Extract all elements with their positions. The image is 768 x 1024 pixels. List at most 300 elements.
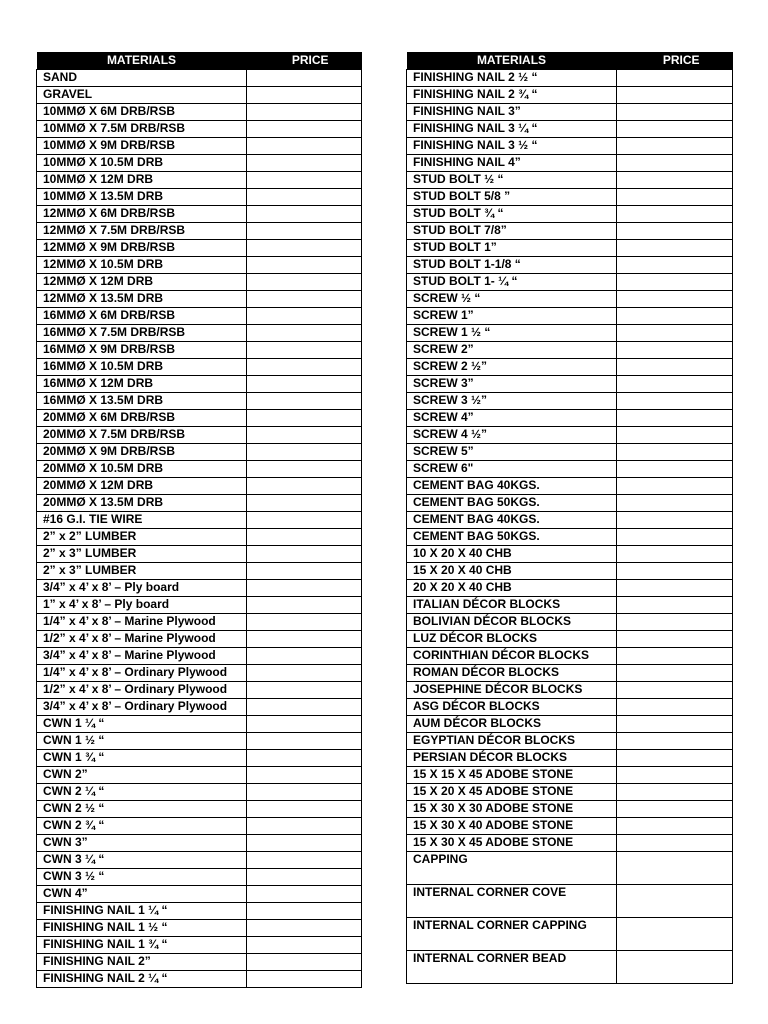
- table-row: [407, 478, 733, 495]
- table-row: [407, 308, 733, 325]
- price-cell[interactable]: [247, 716, 362, 733]
- table-row: [37, 257, 362, 274]
- table-row: [37, 70, 362, 87]
- table-row: [37, 886, 362, 903]
- table-row: [37, 631, 362, 648]
- price-cell[interactable]: [617, 918, 733, 951]
- price-cell[interactable]: [247, 648, 362, 665]
- material-cell: 10 X 20 X 40 CHB: [407, 546, 617, 563]
- price-cell[interactable]: [247, 529, 362, 546]
- material-cell: 10MMØ X 13.5M DRB: [37, 189, 247, 206]
- material-cell: 20MMØ X 12M DRB: [37, 478, 247, 495]
- price-cell[interactable]: [247, 818, 362, 835]
- material-cell: 12MMØ X 13.5M DRB: [37, 291, 247, 308]
- material-cell: CWN 2”: [37, 767, 247, 784]
- table-row: [37, 597, 362, 614]
- table-row: [37, 155, 362, 172]
- price-cell[interactable]: [247, 750, 362, 767]
- price-cell[interactable]: [617, 512, 733, 529]
- material-cell: STUD BOLT 7/8”: [407, 223, 617, 240]
- price-cell[interactable]: [617, 885, 733, 918]
- price-cell[interactable]: [617, 818, 733, 835]
- table-row: [407, 274, 733, 291]
- table-row: [407, 750, 733, 767]
- table-row: [37, 87, 362, 104]
- price-cell[interactable]: [247, 852, 362, 869]
- material-cell: 10MMØ X 6M DRB/RSB: [37, 104, 247, 121]
- price-cell[interactable]: [617, 274, 733, 291]
- price-cell[interactable]: [247, 495, 362, 512]
- table-row: [407, 767, 733, 784]
- table-row: [37, 954, 362, 971]
- material-cell: 10MMØ X 9M DRB/RSB: [37, 138, 247, 155]
- table-row: [37, 971, 362, 988]
- materials-table-right: [406, 52, 733, 984]
- table-row: [37, 784, 362, 801]
- price-cell[interactable]: [617, 410, 733, 427]
- table-row: [37, 359, 362, 376]
- table-row: [407, 665, 733, 682]
- table-row: [37, 104, 362, 121]
- price-cell[interactable]: [247, 189, 362, 206]
- table-row: [37, 716, 362, 733]
- table-row: [407, 580, 733, 597]
- table-row: [37, 767, 362, 784]
- price-cell[interactable]: [247, 461, 362, 478]
- material-cell: 16MMØ X 10.5M DRB: [37, 359, 247, 376]
- price-cell[interactable]: [617, 733, 733, 750]
- price-cell[interactable]: [617, 529, 733, 546]
- table-row: [407, 121, 733, 138]
- table-row: [407, 325, 733, 342]
- price-cell[interactable]: [247, 325, 362, 342]
- material-cell: CWN 3 ½ “: [37, 869, 247, 886]
- price-cell[interactable]: [617, 478, 733, 495]
- price-cell[interactable]: [247, 631, 362, 648]
- table-row: [37, 444, 362, 461]
- price-cell[interactable]: [247, 699, 362, 716]
- material-cell: FINISHING NAIL 1 ¼ “: [37, 903, 247, 920]
- material-cell: 20 X 20 X 40 CHB: [407, 580, 617, 597]
- price-cell[interactable]: [617, 206, 733, 223]
- table-row: [407, 563, 733, 580]
- price-cell[interactable]: [247, 274, 362, 291]
- price-cell[interactable]: [247, 971, 362, 988]
- table-row: [37, 495, 362, 512]
- material-cell: SCREW 6": [407, 461, 617, 478]
- material-cell: FINISHING NAIL 2 ½ “: [407, 70, 617, 87]
- table-row: [37, 461, 362, 478]
- table-row: [37, 665, 362, 682]
- price-cell[interactable]: [247, 291, 362, 308]
- price-cell[interactable]: [617, 291, 733, 308]
- table-row: [407, 631, 733, 648]
- price-cell[interactable]: [617, 461, 733, 478]
- price-cell[interactable]: [617, 223, 733, 240]
- material-cell: 15 X 20 X 40 CHB: [407, 563, 617, 580]
- price-cell[interactable]: [617, 87, 733, 104]
- table-row: [37, 240, 362, 257]
- material-cell: INTERNAL CORNER BEAD: [407, 951, 617, 984]
- table-row: [407, 393, 733, 410]
- price-cell[interactable]: [247, 563, 362, 580]
- price-cell[interactable]: [247, 70, 362, 87]
- table-row: [407, 359, 733, 376]
- table-row: [407, 546, 733, 563]
- price-cell[interactable]: [247, 784, 362, 801]
- material-cell: EGYPTIAN DÉCOR BLOCKS: [407, 733, 617, 750]
- price-cell[interactable]: [617, 189, 733, 206]
- price-cell[interactable]: [617, 444, 733, 461]
- material-cell: STUD BOLT 5/8 ”: [407, 189, 617, 206]
- price-cell[interactable]: [617, 325, 733, 342]
- material-cell: 10MMØ X 7.5M DRB/RSB: [37, 121, 247, 138]
- price-cell[interactable]: [617, 631, 733, 648]
- price-cell[interactable]: [617, 716, 733, 733]
- table-row: [407, 410, 733, 427]
- table-row: [407, 87, 733, 104]
- material-cell: FINISHING NAIL 3”: [407, 104, 617, 121]
- price-cell[interactable]: [617, 801, 733, 818]
- price-header: PRICE: [617, 52, 733, 70]
- table-row: [407, 784, 733, 801]
- price-cell[interactable]: [247, 954, 362, 971]
- table-row: [407, 918, 733, 951]
- table-row: [407, 495, 733, 512]
- price-cell[interactable]: [247, 223, 362, 240]
- material-cell: CWN 3”: [37, 835, 247, 852]
- table-row: [37, 750, 362, 767]
- price-cell[interactable]: [617, 121, 733, 138]
- material-cell: SCREW ½ “: [407, 291, 617, 308]
- price-cell[interactable]: [247, 359, 362, 376]
- material-cell: 2” x 2” LUMBER: [37, 529, 247, 546]
- table-row: [407, 648, 733, 665]
- material-cell: 3/4” x 4’ x 8’ – Ply board: [37, 580, 247, 597]
- material-cell: SCREW 2”: [407, 342, 617, 359]
- table-row: [37, 648, 362, 665]
- material-cell: JOSEPHINE DÉCOR BLOCKS: [407, 682, 617, 699]
- material-cell: #16 G.I. TIE WIRE: [37, 512, 247, 529]
- price-cell[interactable]: [617, 597, 733, 614]
- table-row: [37, 682, 362, 699]
- table-row: [37, 291, 362, 308]
- table-row: [37, 427, 362, 444]
- material-cell: CWN 1 ¾ “: [37, 750, 247, 767]
- table-row: [37, 699, 362, 716]
- table-row: [407, 223, 733, 240]
- material-cell: SCREW 4 ½”: [407, 427, 617, 444]
- material-cell: SCREW 1 ½ “: [407, 325, 617, 342]
- table-row: [37, 410, 362, 427]
- table-row: [407, 240, 733, 257]
- table-row: [37, 325, 362, 342]
- material-cell: 20MMØ X 9M DRB/RSB: [37, 444, 247, 461]
- price-cell[interactable]: [617, 580, 733, 597]
- price-cell[interactable]: [247, 138, 362, 155]
- material-cell: 12MMØ X 6M DRB/RSB: [37, 206, 247, 223]
- material-cell: ITALIAN DÉCOR BLOCKS: [407, 597, 617, 614]
- price-cell[interactable]: [617, 750, 733, 767]
- material-cell: SCREW 3”: [407, 376, 617, 393]
- table-row: [37, 121, 362, 138]
- price-cell[interactable]: [247, 410, 362, 427]
- price-cell[interactable]: [247, 597, 362, 614]
- price-cell[interactable]: [617, 138, 733, 155]
- table-row: [37, 376, 362, 393]
- price-cell[interactable]: [247, 767, 362, 784]
- price-cell[interactable]: [247, 801, 362, 818]
- material-cell: SAND: [37, 70, 247, 87]
- table-row: [407, 70, 733, 87]
- price-cell[interactable]: [617, 240, 733, 257]
- material-cell: LUZ DÉCOR BLOCKS: [407, 631, 617, 648]
- material-cell: BOLIVIAN DÉCOR BLOCKS: [407, 614, 617, 631]
- price-cell[interactable]: [617, 172, 733, 189]
- price-cell[interactable]: [617, 104, 733, 121]
- material-cell: SCREW 5”: [407, 444, 617, 461]
- table-row: [407, 342, 733, 359]
- table-row: [37, 614, 362, 631]
- price-cell[interactable]: [247, 444, 362, 461]
- header-row: [407, 52, 733, 70]
- price-cell[interactable]: [247, 869, 362, 886]
- material-cell: FINISHING NAIL 3 ½ “: [407, 138, 617, 155]
- price-cell[interactable]: [617, 699, 733, 716]
- material-cell: 20MMØ X 6M DRB/RSB: [37, 410, 247, 427]
- price-cell[interactable]: [617, 648, 733, 665]
- table-row: [407, 104, 733, 121]
- price-cell[interactable]: [617, 665, 733, 682]
- material-cell: 16MMØ X 13.5M DRB: [37, 393, 247, 410]
- price-cell[interactable]: [247, 733, 362, 750]
- price-cell[interactable]: [247, 155, 362, 172]
- price-cell[interactable]: [247, 206, 362, 223]
- material-cell: 20MMØ X 7.5M DRB/RSB: [37, 427, 247, 444]
- material-cell: CWN 2 ¾ “: [37, 818, 247, 835]
- material-cell: 12MMØ X 10.5M DRB: [37, 257, 247, 274]
- table-row: [37, 546, 362, 563]
- price-cell[interactable]: [617, 359, 733, 376]
- material-cell: 16MMØ X 12M DRB: [37, 376, 247, 393]
- price-cell[interactable]: [247, 937, 362, 954]
- price-cell[interactable]: [617, 784, 733, 801]
- material-cell: 3/4” x 4’ x 8’ – Marine Plywood: [37, 648, 247, 665]
- price-cell[interactable]: [247, 342, 362, 359]
- material-cell: 2” x 3” LUMBER: [37, 563, 247, 580]
- table-row: [37, 308, 362, 325]
- price-cell[interactable]: [617, 546, 733, 563]
- price-cell[interactable]: [617, 155, 733, 172]
- table-row: [407, 529, 733, 546]
- material-cell: FINISHING NAIL 3 ¼ “: [407, 121, 617, 138]
- price-cell[interactable]: [617, 614, 733, 631]
- material-cell: CWN 1 ¼ “: [37, 716, 247, 733]
- material-cell: 15 X 30 X 30 ADOBE STONE: [407, 801, 617, 818]
- material-cell: STUD BOLT ¾ “: [407, 206, 617, 223]
- material-cell: CWN 1 ½ “: [37, 733, 247, 750]
- price-cell[interactable]: [617, 70, 733, 87]
- table-row: [37, 835, 362, 852]
- price-cell[interactable]: [247, 512, 362, 529]
- table-row: [407, 852, 733, 885]
- material-cell: SCREW 3 ½”: [407, 393, 617, 410]
- table-row: [37, 189, 362, 206]
- price-cell[interactable]: [247, 886, 362, 903]
- header-row: [37, 52, 362, 70]
- table-row: [407, 461, 733, 478]
- table-row: [407, 801, 733, 818]
- material-cell: INTERNAL CORNER COVE: [407, 885, 617, 918]
- material-cell: 10MMØ X 12M DRB: [37, 172, 247, 189]
- table-row: [37, 852, 362, 869]
- materials-table-left: [36, 52, 362, 988]
- table-row: [407, 206, 733, 223]
- table-row: [407, 376, 733, 393]
- price-cell[interactable]: [247, 835, 362, 852]
- material-cell: CEMENT BAG 50KGS.: [407, 495, 617, 512]
- table-row: [407, 835, 733, 852]
- table-row: [37, 937, 362, 954]
- table-row: [37, 903, 362, 920]
- price-cell[interactable]: [247, 682, 362, 699]
- price-cell[interactable]: [617, 951, 733, 984]
- material-cell: 15 X 20 X 45 ADOBE STONE: [407, 784, 617, 801]
- material-cell: 16MMØ X 6M DRB/RSB: [37, 308, 247, 325]
- table-row: [407, 951, 733, 984]
- material-cell: PERSIAN DÉCOR BLOCKS: [407, 750, 617, 767]
- table-row: [407, 614, 733, 631]
- table-row: [407, 682, 733, 699]
- materials-header: MATERIALS: [37, 52, 247, 70]
- material-cell: FINISHING NAIL 2”: [37, 954, 247, 971]
- material-cell: FINISHING NAIL 1 ¾ “: [37, 937, 247, 954]
- price-cell[interactable]: [247, 104, 362, 121]
- material-cell: 1” x 4’ x 8’ – Ply board: [37, 597, 247, 614]
- material-cell: SCREW 4”: [407, 410, 617, 427]
- table-row: [407, 512, 733, 529]
- price-header: PRICE: [247, 52, 362, 70]
- table-row: [407, 444, 733, 461]
- material-cell: 3/4” x 4’ x 8’ – Ordinary Plywood: [37, 699, 247, 716]
- table-row: [37, 512, 362, 529]
- material-cell: CWN 4”: [37, 886, 247, 903]
- material-cell: AUM DÉCOR BLOCKS: [407, 716, 617, 733]
- table-row: [37, 138, 362, 155]
- materials-header: MATERIALS: [407, 52, 617, 70]
- material-cell: ASG DÉCOR BLOCKS: [407, 699, 617, 716]
- material-cell: INTERNAL CORNER CAPPING: [407, 918, 617, 951]
- material-cell: STUD BOLT 1-1/8 “: [407, 257, 617, 274]
- price-cell[interactable]: [617, 682, 733, 699]
- material-cell: CEMENT BAG 50KGS.: [407, 529, 617, 546]
- price-cell[interactable]: [617, 852, 733, 885]
- table-row: [37, 393, 362, 410]
- price-cell[interactable]: [617, 308, 733, 325]
- material-cell: FINISHING NAIL 2 ¾ “: [407, 87, 617, 104]
- price-cell[interactable]: [247, 478, 362, 495]
- price-cell[interactable]: [247, 172, 362, 189]
- material-cell: 1/4” x 4’ x 8’ – Marine Plywood: [37, 614, 247, 631]
- table-row: [37, 478, 362, 495]
- table-row: [37, 563, 362, 580]
- material-cell: 10MMØ X 10.5M DRB: [37, 155, 247, 172]
- material-cell: 16MMØ X 9M DRB/RSB: [37, 342, 247, 359]
- material-cell: STUD BOLT ½ “: [407, 172, 617, 189]
- material-cell: 1/2” x 4’ x 8’ – Marine Plywood: [37, 631, 247, 648]
- material-cell: CWN 3 ¼ “: [37, 852, 247, 869]
- table-row: [37, 274, 362, 291]
- price-cell[interactable]: [247, 308, 362, 325]
- table-row: [37, 580, 362, 597]
- price-cell[interactable]: [617, 767, 733, 784]
- price-cell[interactable]: [247, 427, 362, 444]
- table-row: [407, 818, 733, 835]
- material-cell: 2” x 3” LUMBER: [37, 546, 247, 563]
- material-cell: 20MMØ X 13.5M DRB: [37, 495, 247, 512]
- price-cell[interactable]: [617, 257, 733, 274]
- price-cell[interactable]: [247, 920, 362, 937]
- material-cell: 15 X 30 X 40 ADOBE STONE: [407, 818, 617, 835]
- price-cell[interactable]: [247, 376, 362, 393]
- price-cell[interactable]: [247, 87, 362, 104]
- material-cell: 12MMØ X 12M DRB: [37, 274, 247, 291]
- table-row: [407, 257, 733, 274]
- table-row: [407, 291, 733, 308]
- table-row: [407, 733, 733, 750]
- price-cell[interactable]: [617, 376, 733, 393]
- material-cell: CAPPING: [407, 852, 617, 885]
- table-row: [407, 138, 733, 155]
- price-cell[interactable]: [617, 563, 733, 580]
- table-row: [37, 342, 362, 359]
- material-cell: CWN 2 ¼ “: [37, 784, 247, 801]
- price-cell[interactable]: [617, 342, 733, 359]
- price-cell[interactable]: [247, 121, 362, 138]
- table-row: [407, 427, 733, 444]
- price-cell[interactable]: [617, 393, 733, 410]
- material-cell: STUD BOLT 1- ¼ “: [407, 274, 617, 291]
- price-cell[interactable]: [247, 903, 362, 920]
- table-row: [37, 733, 362, 750]
- material-cell: GRAVEL: [37, 87, 247, 104]
- price-cell[interactable]: [247, 240, 362, 257]
- price-cell[interactable]: [617, 835, 733, 852]
- table-row: [407, 155, 733, 172]
- material-cell: 12MMØ X 7.5M DRB/RSB: [37, 223, 247, 240]
- table-row: [37, 920, 362, 937]
- material-cell: 16MMØ X 7.5M DRB/RSB: [37, 325, 247, 342]
- price-cell[interactable]: [247, 665, 362, 682]
- table-row: [407, 699, 733, 716]
- material-cell: SCREW 1”: [407, 308, 617, 325]
- price-cell[interactable]: [617, 427, 733, 444]
- price-cell[interactable]: [247, 546, 362, 563]
- material-cell: FINISHING NAIL 1 ½ “: [37, 920, 247, 937]
- table-row: [407, 189, 733, 206]
- material-cell: CEMENT BAG 40KGS.: [407, 512, 617, 529]
- material-cell: 12MMØ X 9M DRB/RSB: [37, 240, 247, 257]
- price-cell[interactable]: [247, 580, 362, 597]
- material-cell: ROMAN DÉCOR BLOCKS: [407, 665, 617, 682]
- table-row: [37, 223, 362, 240]
- price-cell[interactable]: [247, 614, 362, 631]
- table-row: [37, 801, 362, 818]
- price-cell[interactable]: [617, 495, 733, 512]
- material-cell: CEMENT BAG 40KGS.: [407, 478, 617, 495]
- price-cell[interactable]: [247, 393, 362, 410]
- price-cell[interactable]: [247, 257, 362, 274]
